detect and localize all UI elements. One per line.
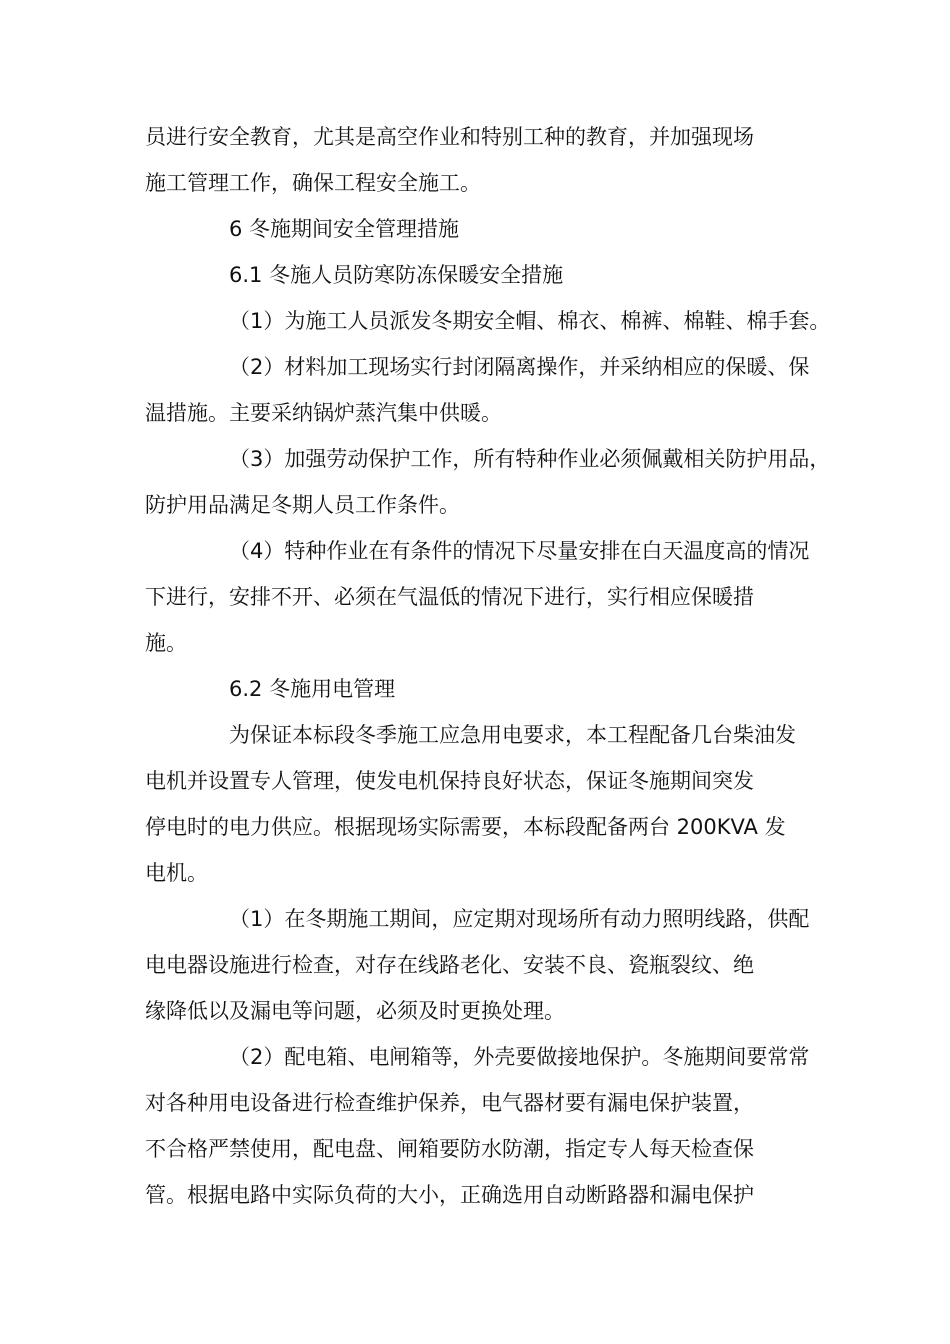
document-line: 为保证本标段冬季施工应急用电要求，本工程配备几台柴油发 bbox=[229, 723, 796, 747]
document-line: （1）为施工人员派发冬期安全帽、棉衣、棉裤、棉鞋、棉手套。 bbox=[229, 309, 831, 333]
document-line: （4）特种作业在有条件的情况下尽量安排在白天温度高的情况 bbox=[229, 539, 810, 563]
document-line: 不合格严禁使用，配电盘、闸箱要防水防潮，指定专人每天检查保 bbox=[145, 1137, 754, 1161]
document-line: 电电器设施进行检查，对存在线路老化、安装不良、瓷瓶裂纹、绝 bbox=[145, 953, 754, 977]
document-line: （2）材料加工现场实行封闭隔离操作，并采纳相应的保暖、保 bbox=[229, 355, 810, 379]
document-line: 下进行，安排不开、必须在气温低的情况下进行，实行相应保暖措 bbox=[145, 585, 754, 609]
document-line: （3）加强劳动保护工作，所有特种作业必须佩戴相关防护用品， bbox=[229, 447, 831, 471]
document-line: 6 冬施期间安全管理措施 bbox=[229, 217, 460, 241]
document-line: 施工管理工作，确保工程安全施工。 bbox=[145, 171, 481, 195]
document-line: 施。 bbox=[145, 631, 187, 655]
document-line: 温措施。主要采纳锅炉蒸汽集中供暖。 bbox=[145, 401, 502, 425]
document-line: 电机。 bbox=[145, 861, 208, 885]
document-line: （1）在冬期施工期间，应定期对现场所有动力照明线路，供配 bbox=[229, 907, 810, 931]
document-line: 电机并设置专人管理，使发电机保持良好状态，保证冬施期间突发 bbox=[145, 769, 754, 793]
document-line: 管。根据电路中实际负荷的大小，正确选用自动断路器和漏电保护 bbox=[145, 1183, 754, 1207]
document-line: 6.1 冬施人员防寒防冻保暖安全措施 bbox=[229, 263, 564, 287]
document-line: 缘降低以及漏电等问题，必须及时更换处理。 bbox=[145, 999, 565, 1023]
document-line: （2）配电箱、电闸箱等，外壳要做接地保护。冬施期间要常常 bbox=[229, 1045, 810, 1069]
document-line: 员进行安全教育，尤其是高空作业和特别工种的教育，并加强现场 bbox=[145, 125, 754, 149]
document-line: 对各种用电设备进行检查维护保养，电气器材要有漏电保护装置， bbox=[145, 1091, 754, 1115]
document-line: 停电时的电力供应。根据现场实际需要，本标段配备两台 200KVA 发 bbox=[145, 815, 786, 839]
document-line: 6.2 冬施用电管理 bbox=[229, 677, 396, 701]
document-line: 防护用品满足冬期人员工作条件。 bbox=[145, 493, 460, 517]
document-body bbox=[145, 114, 831, 1218]
